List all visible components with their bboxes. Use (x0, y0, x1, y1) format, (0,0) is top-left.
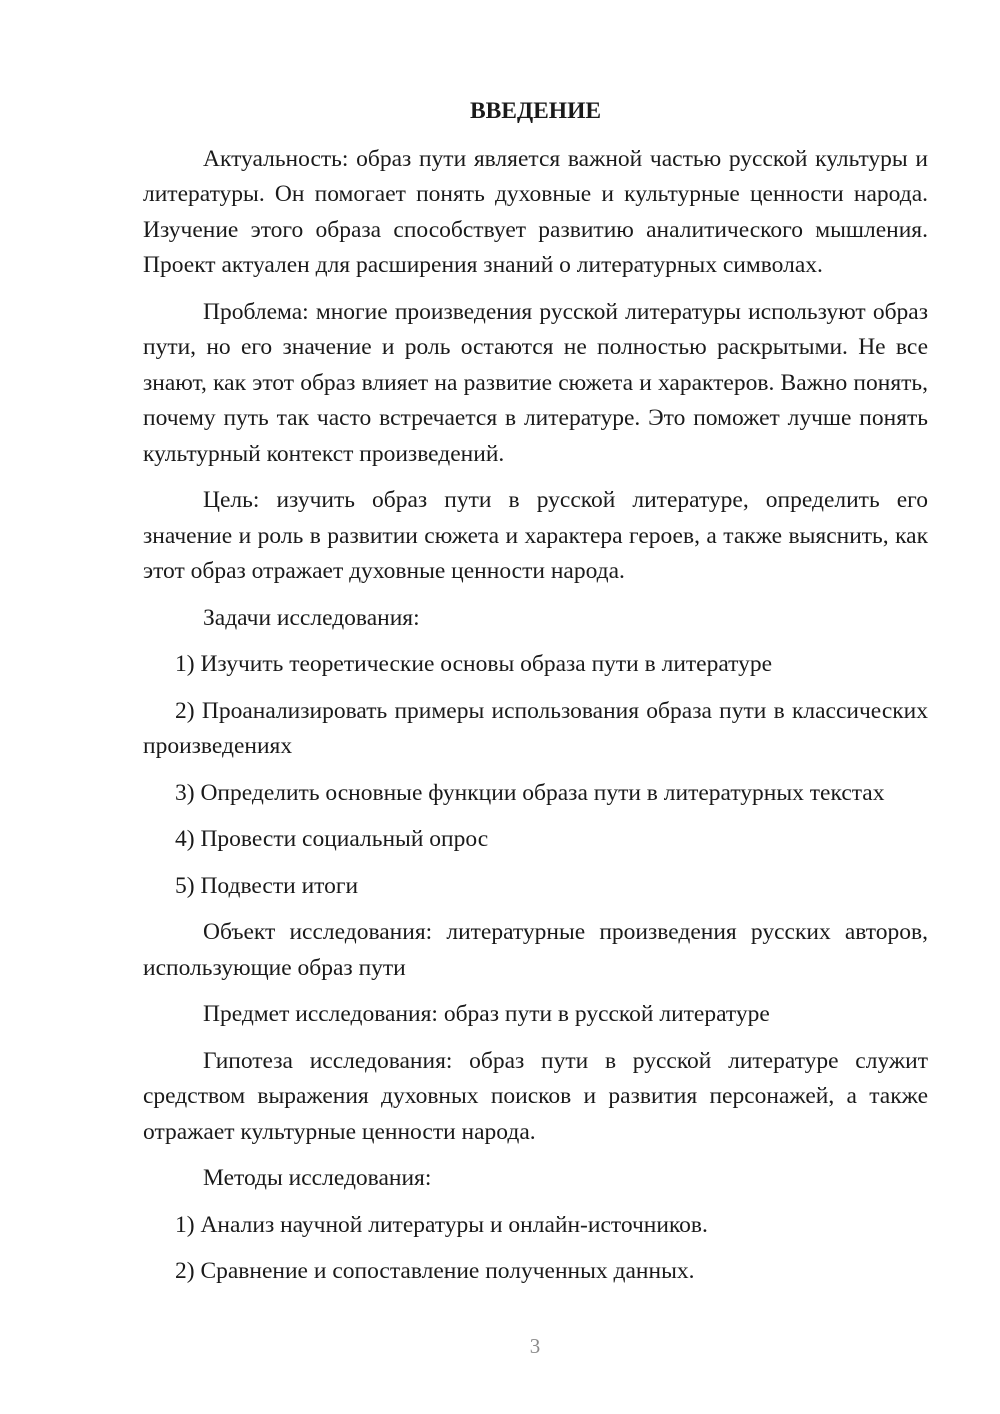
methods-heading: Методы исследования: (203, 1165, 432, 1191)
page-content (143, 94, 928, 1301)
subject-paragraph: Предмет исследования: образ пути в русской литературе (203, 1001, 770, 1027)
section-title: ВВЕДЕНИЕ (469, 98, 602, 124)
task-item: 3) Определить основные функции образа пути в литературных текстах (175, 779, 885, 806)
object-paragraph: Объект исследования: литературные произведения русских авторов, использующие образ пути (143, 919, 928, 981)
task-item: 2) Проанализировать примеры использования образа пути в классических произведениях (143, 697, 928, 759)
problem-paragraph: Проблема: многие произведения русской литературы используют образ пути, но его значение и роль остаются не полностью раскрытыми. Не все знают, как этот образ влияет на развитие сюжета и характеров. Важно понять, почему путь так часто встречается в литературе. Это поможет лучше понять культурный контекст произведений. (143, 298, 928, 467)
tasks-heading: Задачи исследования: (203, 604, 420, 631)
task-item: 5) Подвести итоги (175, 872, 359, 899)
hypothesis-paragraph: Гипотеза исследования: образ пути в русской литературе служит средством выражения духовных поисков и развития персонажей, а также отражает культурные ценности народа. (143, 1047, 928, 1145)
page-number: 3 (529, 1334, 541, 1358)
method-item: 2) Сравнение и сопоставление полученных данных. (175, 1258, 695, 1284)
method-item: 1) Анализ научной литературы и онлайн-источников. (175, 1211, 708, 1238)
goal-paragraph: Цель: изучить образ пути в русской литературе, определить его значение и роль в развитии сюжета и характера героев, а также выяснить, как этот образ отражает духовные ценности народа. (143, 487, 928, 584)
task-item: 4) Провести социальный опрос (175, 826, 489, 852)
task-item: 1) Изучить теоретические основы образа пути в литературе (175, 651, 773, 677)
relevance-paragraph: Актуальность: образ пути является важной частью русской культуры и литературы. Он помогает понять духовные и культурные ценности народа. Изучение этого образа способствует развитию аналитического мышления. Проект актуален для расширения знаний о литературных символах. (143, 145, 928, 278)
